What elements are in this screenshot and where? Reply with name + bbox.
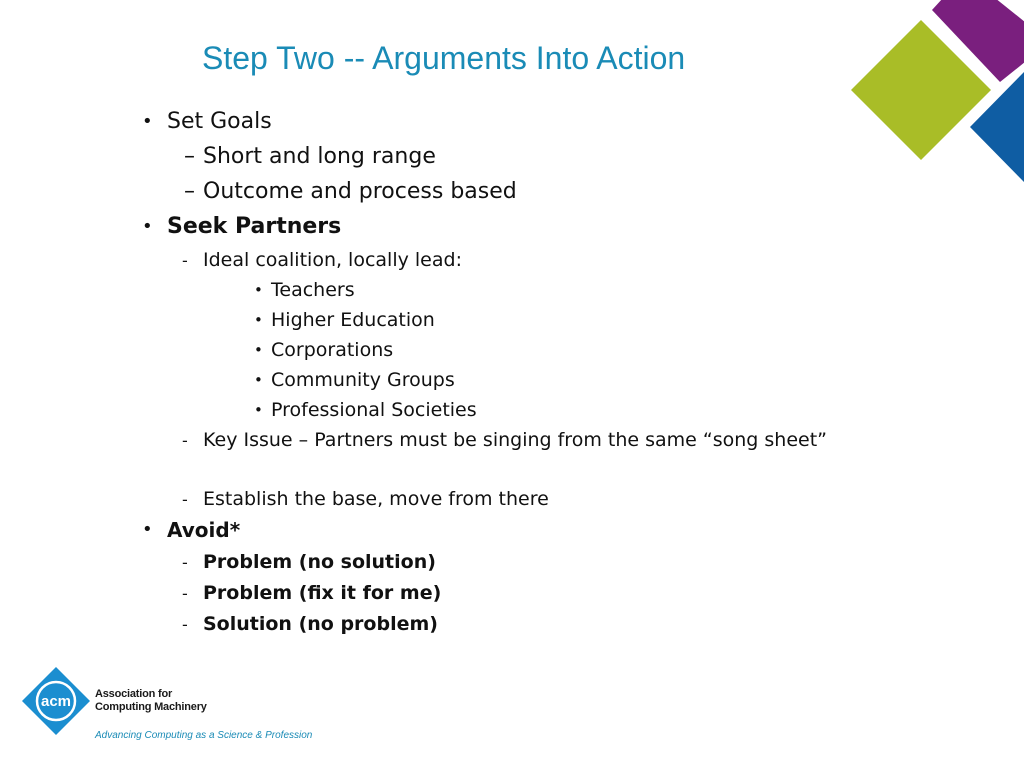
partner-item	[254, 398, 477, 423]
hyphen-marker: -	[182, 584, 188, 603]
bullet-text: Short and long range	[203, 144, 436, 169]
bullet-text: Establish the base, move from there	[203, 488, 549, 510]
acm-name-line2: Computing Machinery	[95, 701, 207, 713]
avoid-item	[182, 581, 442, 606]
bullet-text: Ideal coalition, locally lead:	[203, 249, 462, 271]
dash-marker: –	[184, 144, 195, 169]
navy-diamond	[970, 72, 1024, 182]
dash-marker: –	[184, 179, 195, 204]
hyphen-marker: -	[182, 431, 188, 450]
avoid-item	[182, 612, 438, 637]
partner-item	[254, 338, 394, 363]
bullet-set-goals	[142, 108, 272, 136]
sub-bullet-key-issue	[182, 428, 903, 453]
partner-text: Professional Societies	[271, 399, 477, 421]
bullet-text: Seek Partners	[167, 214, 342, 239]
avoid-text: Problem (no solution)	[203, 551, 436, 573]
bullet-marker: •	[254, 311, 263, 329]
partner-text: Teachers	[271, 279, 355, 301]
bullet-text: Key Issue – Partners must be singing from the same “song sheet”	[203, 429, 827, 451]
slide-title: Step Two -- Arguments Into Action	[202, 40, 686, 76]
partner-item	[254, 308, 435, 333]
bullet-text: Set Goals	[167, 109, 272, 134]
acm-tagline: Advancing Computing as a Science & Profession	[95, 730, 313, 741]
purple-diamond	[932, 0, 1024, 82]
sub-bullet-short-long	[184, 143, 436, 171]
sub-bullet-establish-base	[182, 487, 549, 512]
bullet-text: Avoid*	[167, 518, 241, 542]
avoid-item	[182, 550, 436, 575]
bullet-marker: •	[142, 111, 153, 132]
hyphen-marker: -	[182, 251, 188, 270]
bullet-marker: •	[254, 371, 263, 389]
bullet-text: Outcome and process based	[203, 179, 517, 204]
bullet-marker: •	[254, 281, 263, 299]
acm-abbr: acm	[40, 693, 72, 710]
hyphen-marker: -	[182, 615, 188, 634]
partner-text: Corporations	[271, 339, 394, 361]
avoid-text: Solution (no problem)	[203, 613, 438, 635]
sub-bullet-ideal-coalition	[182, 248, 462, 273]
bullet-marker: •	[254, 401, 263, 419]
hyphen-marker: -	[182, 553, 188, 572]
partner-item	[254, 368, 455, 393]
partner-item	[254, 278, 355, 303]
bullet-marker: •	[142, 519, 153, 540]
hyphen-marker: -	[182, 490, 188, 509]
sub-bullet-outcome-process	[184, 178, 517, 206]
partner-text: Community Groups	[271, 369, 455, 391]
bullet-marker: •	[142, 216, 153, 237]
bullet-avoid	[142, 516, 241, 544]
avoid-text: Problem (fix it for me)	[203, 582, 442, 604]
partner-text: Higher Education	[271, 309, 435, 331]
bullet-seek-partners	[142, 213, 342, 241]
bullet-marker: •	[254, 341, 263, 359]
acm-name-line1: Association for	[95, 688, 173, 700]
acm-logo	[20, 665, 92, 737]
lime-diamond	[851, 20, 991, 160]
